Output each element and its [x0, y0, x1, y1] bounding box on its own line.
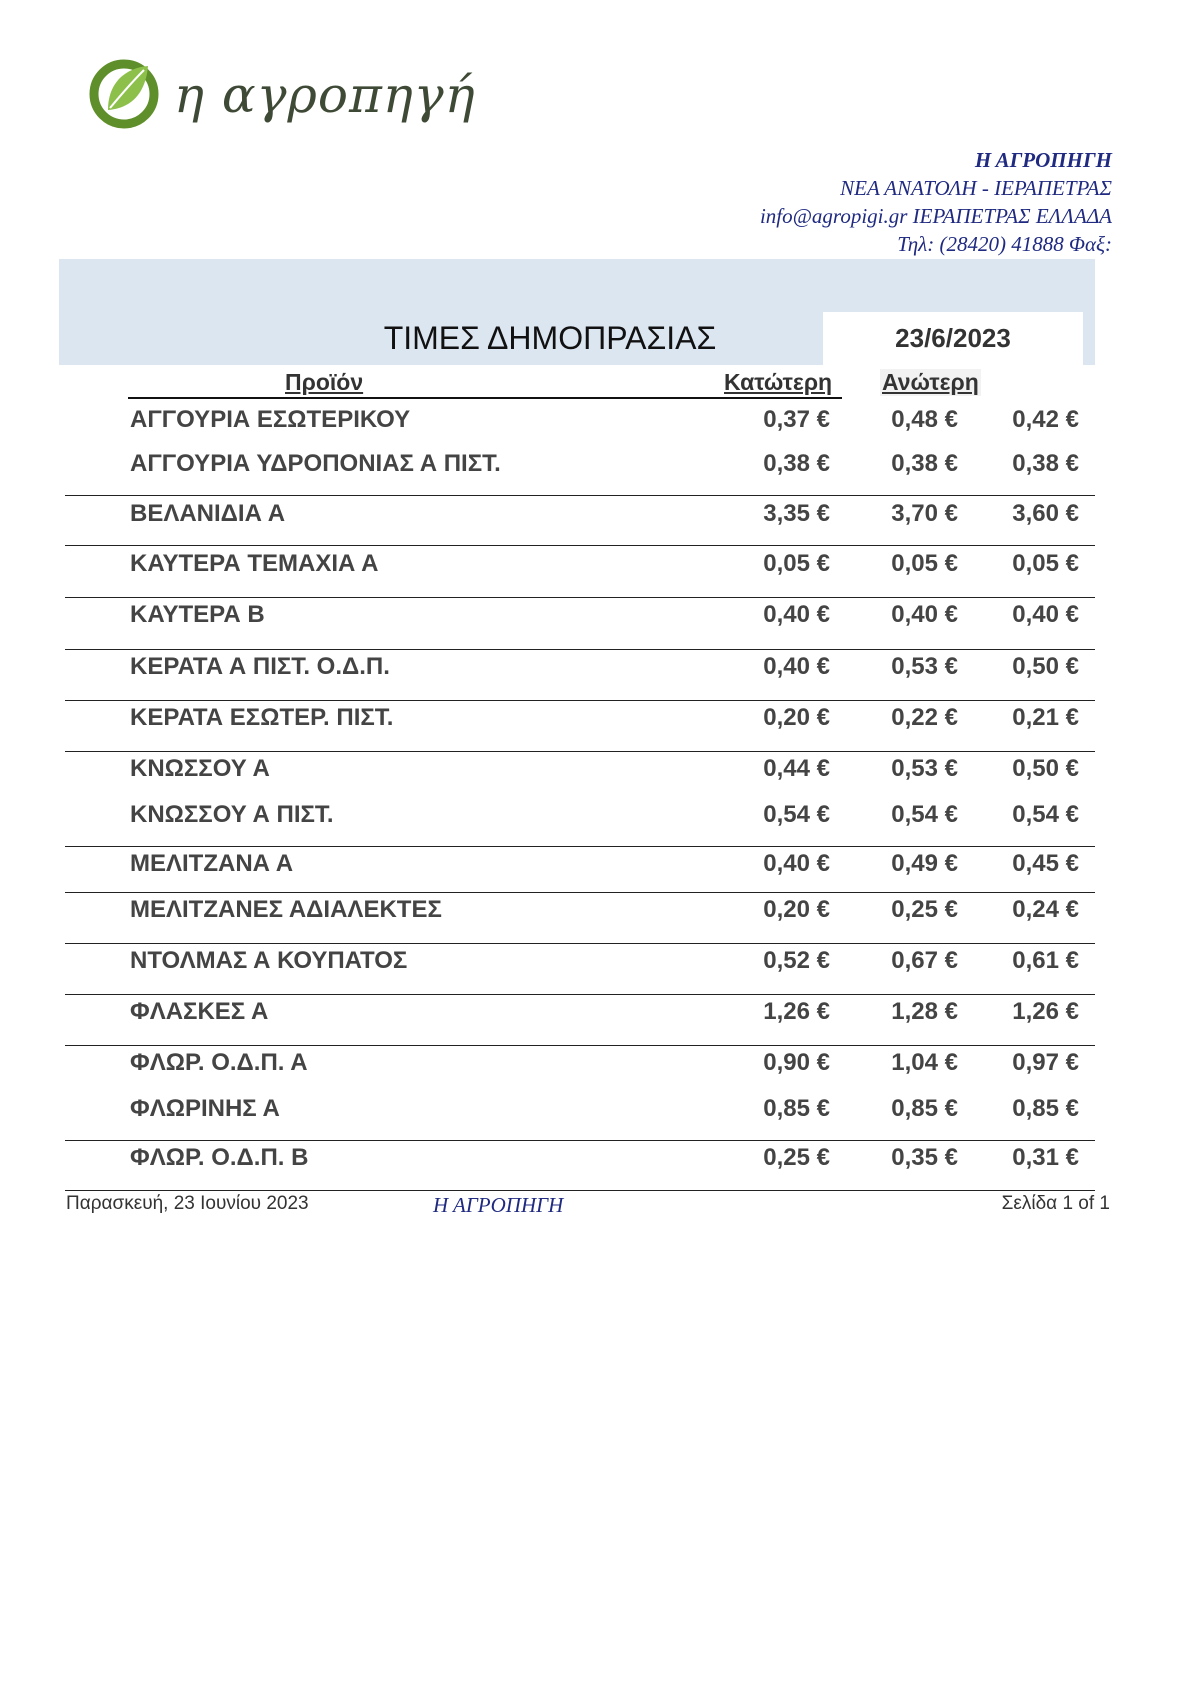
- footer-page-number: Σελίδα 1 of 1: [1001, 1193, 1110, 1214]
- max-price: 0,53 €: [891, 755, 958, 782]
- table-row: [0, 601, 1200, 635]
- product-name: ΦΛΩΡ. Ο.Δ.Π. Β: [130, 1144, 309, 1171]
- product-name: ΚΝΩΣΣΟΥ Α: [130, 755, 270, 782]
- min-price: 0,20 €: [763, 896, 830, 923]
- row-divider: [65, 943, 1095, 944]
- row-divider: [65, 597, 1095, 598]
- avg-price: 0,40 €: [1012, 601, 1079, 628]
- max-price: 3,70 €: [891, 500, 958, 527]
- auction-date: 23/6/2023: [823, 312, 1083, 365]
- row-divider: [65, 649, 1095, 650]
- table-row: [0, 1144, 1200, 1178]
- min-price: 0,40 €: [763, 850, 830, 877]
- company-address: ΝΕΑ ΑΝΑΤΟΛΗ - ΙΕΡΑΠΕΤΡΑΣ: [840, 176, 1112, 200]
- footer-date: Παρασκευή, 23 Ιουνίου 2023: [66, 1193, 309, 1214]
- avg-price: 0,97 €: [1012, 1049, 1079, 1076]
- avg-price: 0,61 €: [1012, 947, 1079, 974]
- table-row: [0, 704, 1200, 738]
- min-price: 0,52 €: [763, 947, 830, 974]
- product-name: ΑΓΓΟΥΡΙΑ ΕΣΩΤΕΡΙΚΟΥ: [130, 406, 411, 433]
- row-divider: [65, 1045, 1095, 1046]
- max-price: 0,85 €: [891, 1095, 958, 1122]
- product-name: ΚΑΥΤΕΡΑ Β: [130, 601, 265, 628]
- min-price: 0,05 €: [763, 550, 830, 577]
- row-divider: [65, 892, 1095, 893]
- min-price: 0,40 €: [763, 601, 830, 628]
- row-divider: [65, 545, 1095, 546]
- avg-price: 0,50 €: [1012, 755, 1079, 782]
- product-name: ΦΛΩΡΙΝΗΣ Α: [130, 1095, 280, 1122]
- avg-price: 0,24 €: [1012, 896, 1079, 923]
- table-row: [0, 1049, 1200, 1083]
- product-name: ΒΕΛΑΝΙΔΙΑ Α: [130, 500, 286, 527]
- product-name: ΦΛΑΣΚΕΣ Α: [130, 998, 269, 1025]
- table-row: [0, 998, 1200, 1032]
- max-price: 0,22 €: [891, 704, 958, 731]
- max-price: 0,67 €: [891, 947, 958, 974]
- min-price: 0,90 €: [763, 1049, 830, 1076]
- max-price: 1,28 €: [891, 998, 958, 1025]
- avg-price: 0,38 €: [1012, 450, 1079, 477]
- table-row: [0, 550, 1200, 584]
- header-divider: [128, 397, 842, 399]
- footer-company: Η ΑΓΡΟΠΗΓΗ: [433, 1193, 564, 1217]
- product-name: ΜΕΛΙΤΖΑΝΑ Α: [130, 850, 294, 877]
- table-row: [0, 947, 1200, 981]
- min-price: 0,40 €: [763, 653, 830, 680]
- avg-price: 0,05 €: [1012, 550, 1079, 577]
- table-row: [0, 801, 1200, 835]
- min-price: 0,85 €: [763, 1095, 830, 1122]
- row-divider: [65, 994, 1095, 995]
- table-row: [0, 1095, 1200, 1129]
- header-min: Κατώτερη: [724, 369, 833, 395]
- product-name: ΑΓΓΟΥΡΙΑ ΥΔΡΟΠΟΝΙΑΣ Α ΠΙΣΤ.: [130, 450, 501, 477]
- product-name: ΜΕΛΙΤΖΑΝΕΣ ΑΔΙΑΛΕΚΤΕΣ: [130, 896, 442, 923]
- table-row: [0, 755, 1200, 789]
- table-row: [0, 653, 1200, 687]
- max-price: 0,48 €: [891, 406, 958, 433]
- row-divider: [65, 495, 1095, 496]
- avg-price: 0,21 €: [1012, 704, 1079, 731]
- max-price: 0,40 €: [891, 601, 958, 628]
- product-name: ΚΕΡΑΤΑ Α ΠΙΣΤ. Ο.Δ.Π.: [130, 653, 390, 680]
- min-price: 0,37 €: [763, 406, 830, 433]
- leaf-icon: [86, 52, 166, 132]
- page-title: ΤΙΜΕΣ ΔΗΜΟΠΡΑΣΙΑΣ: [383, 320, 717, 356]
- logo: [86, 52, 476, 152]
- min-price: 0,20 €: [763, 704, 830, 731]
- product-name: ΚΕΡΑΤΑ ΕΣΩΤΕΡ. ΠΙΣΤ.: [130, 704, 394, 731]
- product-name: ΚΝΩΣΣΟΥ Α ΠΙΣΤ.: [130, 801, 334, 828]
- row-divider: [65, 700, 1095, 701]
- avg-price: 0,42 €: [1012, 406, 1079, 433]
- min-price: 0,54 €: [763, 801, 830, 828]
- avg-price: 0,31 €: [1012, 1144, 1079, 1171]
- company-phone: Τηλ: (28420) 41888 Φαξ:: [897, 232, 1112, 256]
- row-divider: [65, 846, 1095, 847]
- avg-price: 0,45 €: [1012, 850, 1079, 877]
- max-price: 0,53 €: [891, 653, 958, 680]
- table-row: [0, 896, 1200, 930]
- company-email: info@agropigi.gr ΙΕΡΑΠΕΤΡΑΣ ΕΛΛΑΔΑ: [759, 204, 1112, 228]
- product-name: ΝΤΟΛΜΑΣ Α ΚΟΥΠΑΤΟΣ: [130, 947, 408, 974]
- max-price: 1,04 €: [891, 1049, 958, 1076]
- min-price: 0,38 €: [763, 450, 830, 477]
- avg-price: 0,50 €: [1012, 653, 1079, 680]
- product-name: ΦΛΩΡ. Ο.Δ.Π. Α: [130, 1049, 308, 1076]
- min-price: 0,25 €: [763, 1144, 830, 1171]
- max-price: 0,05 €: [891, 550, 958, 577]
- product-name: ΚΑΥΤΕΡΑ ΤΕΜΑΧΙΑ Α: [130, 550, 379, 577]
- row-divider: [65, 1140, 1095, 1141]
- logo-text: η αγροπηγή: [174, 66, 476, 124]
- max-price: 0,25 €: [891, 896, 958, 923]
- company-name: Η ΑΓΡΟΠΗΓΗ: [974, 148, 1112, 172]
- table-row: [0, 450, 1200, 484]
- table-row: [0, 406, 1200, 440]
- avg-price: 3,60 €: [1012, 500, 1079, 527]
- max-price: 0,35 €: [891, 1144, 958, 1171]
- min-price: 1,26 €: [763, 998, 830, 1025]
- max-price: 0,49 €: [891, 850, 958, 877]
- header-max: Ανώτερη: [882, 369, 979, 395]
- company-info: [760, 146, 1112, 258]
- row-divider: [65, 751, 1095, 752]
- avg-price: 0,54 €: [1012, 801, 1079, 828]
- min-price: 0,44 €: [763, 755, 830, 782]
- avg-price: 1,26 €: [1012, 998, 1079, 1025]
- table-row: [0, 500, 1200, 534]
- table-bottom-divider: [65, 1190, 1095, 1191]
- min-price: 3,35 €: [763, 500, 830, 527]
- avg-price: 0,85 €: [1012, 1095, 1079, 1122]
- max-price: 0,54 €: [891, 801, 958, 828]
- table-row: [0, 850, 1200, 884]
- header-product: Προϊόν: [285, 369, 364, 395]
- max-price: 0,38 €: [891, 450, 958, 477]
